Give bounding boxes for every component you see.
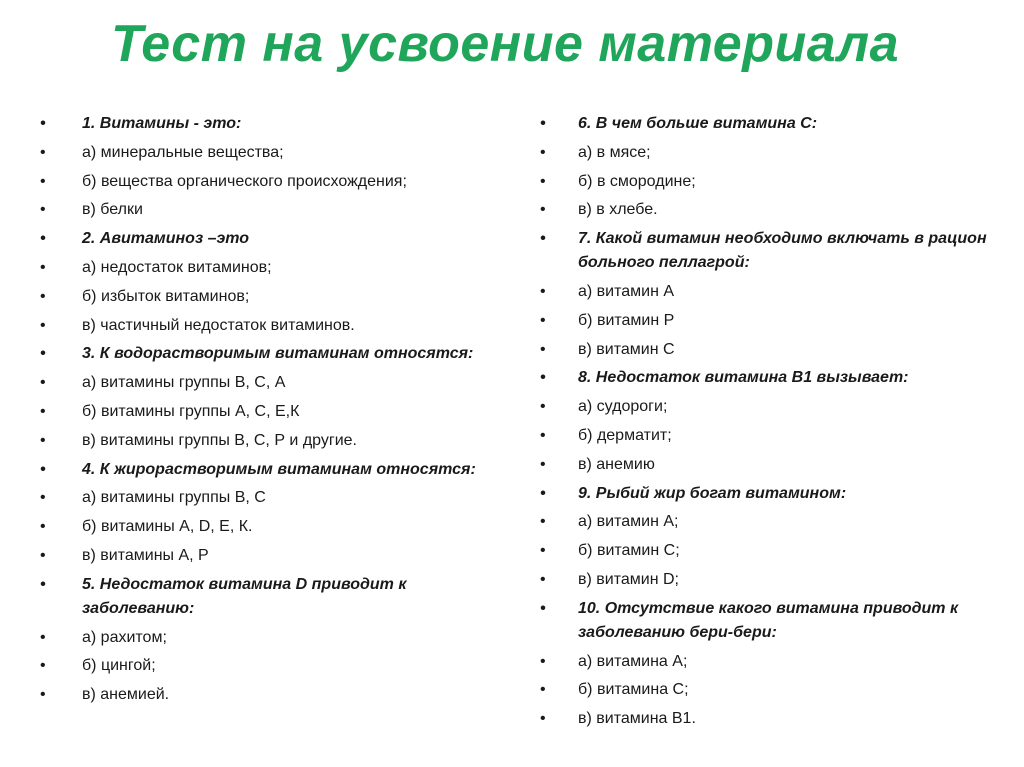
question-text: • 3. К водорастворимым витаминам относятся: bbox=[40, 342, 510, 366]
answer-option: • а) минеральные вещества; bbox=[40, 141, 510, 165]
answer-option: • б) цингой; bbox=[40, 654, 510, 678]
answer-option: • в) витамины группы В, С, Р и другие. bbox=[40, 429, 510, 453]
question-text: • 7. Какой витамин необходимо включать в рацион больного пеллагрой: bbox=[540, 227, 1000, 275]
question-text: • 10. Отсутствие какого витамина приводит к заболеванию бери-бери: bbox=[540, 597, 1000, 645]
left-question-column bbox=[40, 112, 510, 712]
question-text: • 2. Авитаминоз –это bbox=[40, 227, 510, 251]
question-text: • 5. Недостаток витамина D приводит к заболеванию: bbox=[40, 573, 510, 621]
answer-option: • в) частичный недостаток витаминов. bbox=[40, 314, 510, 338]
answer-option: • б) в смородине; bbox=[540, 170, 1000, 194]
question-text: • 1. Витамины - это: bbox=[40, 112, 510, 136]
answer-option: • а) витамина А; bbox=[540, 650, 1000, 674]
answer-option: • в) анемией. bbox=[40, 683, 510, 707]
answer-option: • б) дерматит; bbox=[540, 424, 1000, 448]
answer-option: • а) витамины группы В, С bbox=[40, 486, 510, 510]
answer-option: • а) витамин А; bbox=[540, 510, 1000, 534]
answer-option: • в) витамина В1. bbox=[540, 707, 1000, 731]
page-title: Тест на усвоение материала bbox=[110, 15, 900, 73]
answer-option: • в) белки bbox=[40, 198, 510, 222]
answer-option: • б) витамина С; bbox=[540, 678, 1000, 702]
answer-option: • б) вещества органического происхождения; bbox=[40, 170, 510, 194]
answer-option: • б) витамины группы А, С, Е,К bbox=[40, 400, 510, 424]
answer-option: • в) витамин D; bbox=[540, 568, 1000, 592]
question-text: • 8. Недостаток витамина В1 вызывает: bbox=[540, 366, 1000, 390]
answer-option: • б) витамин С; bbox=[540, 539, 1000, 563]
question-text: • 6. В чем больше витамина С: bbox=[540, 112, 1000, 136]
answer-option: • а) витамин А bbox=[540, 280, 1000, 304]
answer-option: • б) витамины А, D, Е, К. bbox=[40, 515, 510, 539]
question-text: • 4. К жирорастворимым витаминам относятся: bbox=[40, 458, 510, 482]
answer-option: • а) витамины группы В, С, А bbox=[40, 371, 510, 395]
answer-option: • а) рахитом; bbox=[40, 626, 510, 650]
question-text: • 9. Рыбий жир богат витамином: bbox=[540, 482, 1000, 506]
answer-option: • б) витамин Р bbox=[540, 309, 1000, 333]
answer-option: • а) в мясе; bbox=[540, 141, 1000, 165]
answer-option: • а) судороги; bbox=[540, 395, 1000, 419]
right-question-column bbox=[540, 112, 1000, 736]
answer-option: • в) в хлебе. bbox=[540, 198, 1000, 222]
answer-option: • б) избыток витаминов; bbox=[40, 285, 510, 309]
answer-option: • а) недостаток витаминов; bbox=[40, 256, 510, 280]
answer-option: • в) витамины А, Р bbox=[40, 544, 510, 568]
answer-option: • в) витамин С bbox=[540, 338, 1000, 362]
answer-option: • в) анемию bbox=[540, 453, 1000, 477]
